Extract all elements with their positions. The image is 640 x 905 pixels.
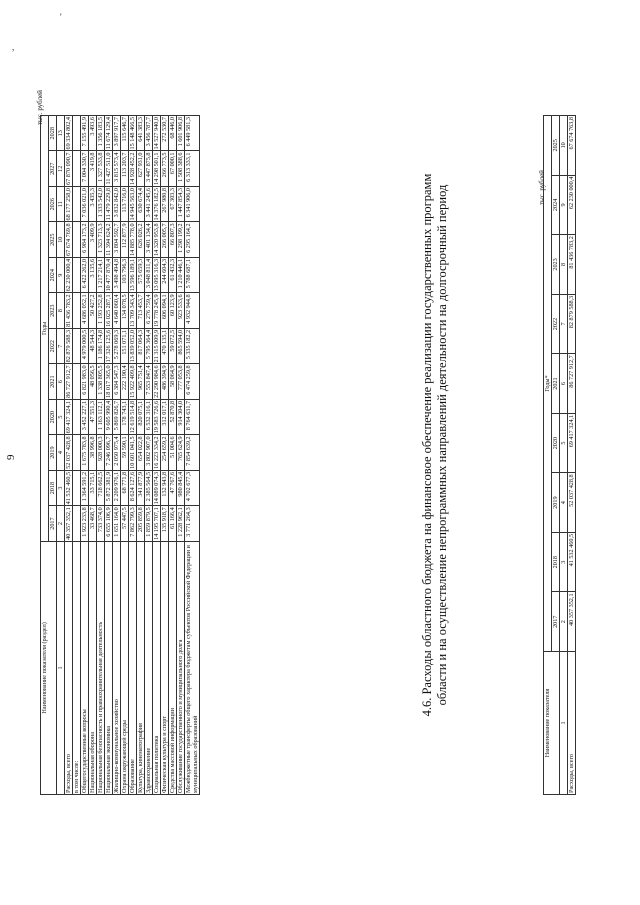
value-cell: 4 702 677,3 (185, 470, 200, 505)
value-cell: 151 071,1 (121, 328, 129, 363)
value-cell: 3 832 842,0 (113, 186, 121, 221)
value-cell: 6 384 547,3 (113, 364, 121, 399)
value-cell: 16 025 287,1 (105, 294, 112, 327)
value-cell: 59 072,5 (169, 328, 177, 363)
value-cell: 765 624,9 (177, 435, 185, 470)
value-cell: 11 479 229,8 (105, 187, 112, 221)
value-cell: 6 313 333,1 (185, 151, 200, 186)
value-cell: 6 532 316,1 (145, 399, 153, 434)
value-cell: 1 364 591,2 (81, 470, 89, 505)
value-cell: 60 123,9 (169, 293, 177, 328)
row-label: Жилищно-коммунальное хозяйство (113, 541, 121, 794)
value-cell: 6 821 983,0 (81, 364, 89, 399)
value-cell: 13 596 189,1 (129, 258, 136, 292)
value-cell: 923 533,6 (177, 293, 185, 328)
value-cell: 6 449 581,3 (185, 116, 200, 151)
value-cell: 6 295 164,2 (185, 222, 200, 257)
year-header: 2019 (552, 473, 560, 533)
column-number: 4 (560, 473, 568, 533)
value-cell: 61 166,4 (169, 506, 177, 541)
value-cell: 16 223 334,2 (153, 436, 160, 469)
column-number: 8 (57, 293, 65, 328)
row-label: Расходы, всего (65, 541, 73, 794)
column-number: 3 (57, 470, 65, 505)
value-cell: 66 807,3 (169, 222, 177, 257)
column-number: 9 (57, 257, 65, 292)
value-cell: 50 427,2 (89, 293, 97, 328)
value-cell: 267 980,8 (161, 186, 169, 221)
year-header: 2024 (49, 257, 57, 292)
column-number: 2 (560, 592, 568, 652)
value-cell: 2 209 976,1 (113, 470, 121, 505)
value-cell: 1 651 164,0 (113, 506, 121, 541)
value-cell: 113 716,0 (121, 186, 129, 221)
value-cell: 14 885 778,0 (129, 223, 136, 256)
value-cell: 14 320 953,8 (153, 223, 160, 256)
value-cell: 69 417 324,1 (65, 400, 72, 434)
row-label: Образование (129, 541, 137, 794)
value-cell: 777 053,8 (177, 364, 185, 399)
value-cell: 51 004,6 (169, 435, 177, 470)
value-cell: 22 290 984,6 (153, 365, 160, 398)
value-cell: 8 764 631,7 (185, 399, 200, 434)
table-row (145, 116, 153, 795)
page-number: 9 (5, 454, 17, 460)
value-cell: 4 979 000,5 (81, 328, 89, 363)
value-cell: 865 594,0 (177, 328, 185, 363)
value-cell: 3 452 227,1 (81, 399, 89, 434)
year-header: 2024 (552, 175, 560, 235)
value-cell: 1 186 174,8 (97, 328, 105, 363)
value-cell: 11 394 624,2 (105, 223, 112, 256)
value-cell: 14 527 940,0 (153, 117, 160, 150)
column-number: 11 (57, 186, 65, 221)
value-cell: 69 334 802,4 (65, 117, 72, 150)
value-cell (73, 364, 81, 399)
year-header: 2025 (49, 222, 57, 257)
table-row (153, 116, 161, 795)
value-cell: 630 674,4 (137, 186, 145, 221)
column-number: 8 (560, 235, 568, 295)
value-cell: 3 815 573,4 (113, 151, 121, 186)
table-row (129, 116, 137, 795)
value-cell: 113 203,7 (121, 151, 129, 186)
value-cell (73, 116, 81, 151)
value-cell: 3 409,9 (89, 222, 97, 257)
value-cell: 6 422 262,0 (81, 257, 89, 292)
value-cell: 7 862 799,3 (129, 506, 137, 541)
value-cell: 1 675 783,8 (81, 435, 89, 470)
year-header: 2020 (49, 399, 57, 434)
value-cell: 115 646,7 (121, 116, 129, 151)
value-cell: 3 498 494,8 (113, 257, 121, 292)
year-header: 2022 (552, 294, 560, 354)
value-cell: 627 931,0 (137, 151, 145, 186)
column-number: 5 (57, 399, 65, 434)
value-cell: 575 659,3 (137, 257, 145, 292)
value-cell: 17 326 125,6 (105, 329, 112, 363)
table1-header-left: Наименование показателя (раздел) (41, 541, 57, 794)
value-cell: 3 441 245,6 (145, 186, 153, 221)
row-label: Охрана окружающей среды (121, 541, 129, 794)
value-cell (73, 151, 81, 186)
value-cell: 5 795 364,4 (145, 328, 153, 363)
value-cell: 5 872 381,9 (105, 470, 113, 505)
value-cell: 38 996,8 (89, 435, 97, 470)
value-cell: 67 674 763,8 (568, 116, 576, 176)
value-cell: 41 532 460,5 (568, 532, 576, 592)
table-row (169, 116, 177, 795)
value-cell: 820 075,1 (137, 399, 145, 434)
row-label: Социальная политика (153, 541, 161, 794)
table-row (81, 116, 89, 795)
value-cell: 67 870 090,7 (65, 152, 72, 185)
value-cell: 33 468,7 (89, 506, 97, 541)
table-row (97, 116, 105, 795)
value-cell: 10 477 870,4 (105, 258, 112, 292)
value-cell: 19 778 245,9 (153, 294, 160, 327)
value-cell: 52 870,8 (169, 399, 177, 434)
year-header: 2022 (49, 328, 57, 363)
column-number: 6 (57, 364, 65, 399)
value-cell: 718 662,5 (97, 470, 105, 505)
column-number: 13 (57, 116, 65, 151)
value-cell: 14 298 501,1 (153, 152, 160, 185)
value-cell: 132 943,8 (161, 470, 169, 505)
year-header: 2018 (552, 532, 560, 592)
value-cell: 15 922 409,8 (129, 365, 136, 398)
value-cell: 61 432,3 (169, 257, 177, 292)
value-cell: 3 493,6 (89, 116, 97, 151)
value-cell: 47 551,3 (89, 399, 97, 434)
value-cell: 67 000,1 (169, 151, 177, 186)
year-header: 2023 (49, 293, 57, 328)
value-cell: 7 004 330,7 (81, 151, 89, 186)
value-cell: 82 879 588,3 (65, 329, 72, 363)
value-cell: 312 017,1 (161, 399, 169, 434)
value-cell: 5 278 069,3 (113, 328, 121, 363)
value-cell: 81 436 783,2 (65, 294, 72, 327)
value-cell: 1 859 879,5 (145, 506, 153, 541)
value-cell: 112 877,9 (121, 222, 129, 257)
expenses-by-section-table (40, 115, 200, 795)
value-cell (73, 435, 81, 470)
value-cell: 67 303,3 (169, 186, 177, 221)
value-cell: 59 590,1 (121, 435, 129, 470)
value-cell: 11 427 511,0 (105, 152, 112, 185)
value-cell: 980 845,4 (177, 470, 185, 505)
column-number: 12 (57, 151, 65, 186)
value-cell: 6 341 906,0 (185, 186, 200, 221)
value-cell (73, 399, 81, 434)
value-cell (73, 506, 81, 541)
row-label: в том числе: (73, 541, 81, 794)
value-cell: 1 217 214,1 (97, 257, 105, 292)
value-cell: 6 655 106,9 (105, 506, 113, 541)
column-number: 5 (560, 413, 568, 473)
value-cell: 5 869 826,7 (113, 399, 121, 434)
column-number: 4 (57, 435, 65, 470)
section-heading: 4.6. Расходы областного бюджета на финансовое обеспечение реализации государственных программ области и на осуществление непрограммных направлений деятельности на долгосрочный период (420, 173, 449, 717)
row-label: Средства массовой информации (169, 541, 177, 794)
value-cell: 1 323 713,3 (97, 222, 105, 257)
value-cell: 6 474 259,8 (185, 364, 200, 399)
value-cell (73, 186, 81, 221)
value-cell: 1 298 199,2 (177, 222, 185, 257)
table-row (161, 116, 169, 795)
table-row (121, 116, 129, 795)
value-cell: 6 984 173,2 (81, 222, 89, 257)
row-label: Национальная безопасность и правоохранительная деятельность (97, 541, 105, 794)
column-number: 9 (560, 175, 568, 235)
value-cell (73, 257, 81, 292)
year-header: 2018 (49, 470, 57, 505)
value-cell: 52 037 428,8 (65, 436, 72, 469)
value-cell: 68 771,8 (121, 470, 129, 505)
scan-mark: ' (60, 12, 62, 22)
value-cell: 68 177 258,0 (65, 187, 72, 221)
value-cell: 713 453,7 (137, 293, 145, 328)
value-cell: 3 048 811,4 (145, 257, 153, 292)
value-cell: 69 417 324,1 (568, 413, 576, 473)
value-cell: 11 674 129,4 (105, 117, 112, 150)
value-cell: 486 394,9 (161, 364, 169, 399)
value-cell: 62 230 000,4 (65, 258, 72, 292)
row-label: Межбюджетные трансферты общего характера бюджетам субъектов Российской Федерации и муниципальных образований (185, 541, 200, 794)
value-cell: 9 605 990,4 (105, 399, 113, 434)
value-cell: 21 315 009,9 (153, 329, 160, 363)
table2-unit: тыс. рублей (538, 170, 546, 205)
value-cell: 67 674 769,8 (65, 223, 72, 256)
value-cell: 19 583 726,6 (153, 400, 160, 434)
value-cell: 1 447 854,3 (177, 186, 185, 221)
value-cell: 3 447 875,8 (145, 151, 153, 186)
value-cell: 7 155 491,9 (81, 116, 89, 151)
table-row (105, 116, 113, 795)
value-cell: 81 436 783,2 (568, 235, 576, 295)
year-header: 2026 (49, 186, 57, 221)
year-header: 2021 (49, 364, 57, 399)
value-cell: 2 385 564,5 (145, 470, 153, 505)
year-header: 2017 (49, 506, 57, 541)
value-cell: 3 419,8 (89, 151, 97, 186)
column-number: 7 (57, 328, 65, 363)
value-cell: 5 335 182,2 (185, 328, 200, 363)
value-cell: 470 135,1 (161, 328, 169, 363)
value-cell: 1 210 446,1 (177, 257, 185, 292)
table2-header-left: Наименование показателя (544, 652, 560, 795)
value-cell: 15 148 466,5 (129, 117, 136, 150)
scan-mark: , (12, 42, 15, 52)
table-row (185, 116, 200, 795)
value-cell: 13 839 052,0 (129, 329, 136, 363)
column-number: 10 (560, 116, 568, 176)
row-label: Общегосударственные вопросы (81, 541, 89, 794)
value-cell: 626 026,2 (137, 222, 145, 257)
value-cell: 48 544,3 (89, 328, 97, 363)
value-cell: 4 640 060,4 (113, 293, 121, 328)
value-cell: 40 357 352,1 (568, 592, 576, 652)
value-cell: 1 193 252,8 (97, 293, 105, 328)
value-cell: 7 246 096,7 (105, 435, 113, 470)
value-cell: 12 619 514,8 (129, 400, 136, 434)
value-cell: 6 276 759,4 (145, 293, 153, 328)
year-header: 2028 (49, 116, 57, 151)
year-header: 2019 (49, 435, 57, 470)
year-header: 2017 (552, 592, 560, 652)
value-cell: 1 338 805,5 (97, 364, 105, 399)
value-cell: 41 532 460,5 (65, 471, 72, 505)
table-row (137, 116, 145, 795)
row-label: Национальная экономика (105, 541, 113, 794)
value-cell: 3 802 907,0 (145, 435, 153, 470)
table-row (65, 116, 73, 795)
value-cell: 86 727 912,7 (568, 354, 576, 414)
value-cell: 58 064,9 (169, 364, 177, 399)
value-cell: 1 601 906,8 (177, 116, 185, 151)
value-cell: 135 918,7 (161, 506, 169, 541)
value-cell: 13 095 316,3 (153, 258, 160, 292)
year-header: 2023 (552, 235, 560, 295)
value-cell: 1 923 233,8 (81, 506, 89, 541)
row-label: Физическая культура и спорт (161, 541, 169, 794)
value-cell: 341 877,9 (137, 470, 145, 505)
value-cell: 606 094,1 (161, 293, 169, 328)
value-cell: 10 601 041,5 (129, 436, 136, 469)
value-cell: 641 383,3 (137, 116, 145, 151)
value-cell (73, 328, 81, 363)
value-cell: 14 195 707,1 (153, 507, 160, 540)
value-cell (73, 470, 81, 505)
value-cell: 68 446,0 (169, 116, 177, 151)
value-cell: 57 447,5 (121, 506, 129, 541)
value-cell: 272 530,7 (161, 116, 169, 151)
value-cell (73, 293, 81, 328)
row-label: Культура, кинематография (137, 541, 145, 794)
column-number: 1 (560, 652, 568, 795)
value-cell: 7 553 847,4 (145, 364, 153, 399)
year-header: 2027 (49, 151, 57, 186)
value-cell: 1 356 183,5 (97, 116, 105, 151)
value-cell: 33 715,1 (89, 470, 97, 505)
row-label: Здравоохранение (145, 541, 153, 794)
row-label: Обслуживание государственного и муниципального долга (177, 541, 185, 794)
column-number: 1 (57, 541, 65, 794)
value-cell: 134 078,5 (121, 293, 129, 328)
value-cell: 18 017 365,0 (105, 365, 112, 398)
value-cell (73, 222, 81, 257)
value-cell: 965 751,4 (137, 364, 145, 399)
value-cell: 48 056,5 (89, 364, 97, 399)
value-cell: 733 374,0 (97, 506, 105, 541)
table-row (177, 116, 185, 795)
value-cell: 4 932 944,8 (185, 293, 200, 328)
value-cell: 3 456 787,7 (145, 116, 153, 151)
value-cell: 14 928 452,2 (129, 152, 136, 185)
column-number: 10 (57, 222, 65, 257)
value-cell: 205 859,8 (137, 506, 145, 541)
table-row (73, 116, 81, 795)
column-number: 2 (57, 506, 65, 541)
table2-group-header: Годы* (544, 116, 552, 652)
value-cell: 244 604,3 (161, 257, 169, 292)
value-cell: 3 135,6 (89, 257, 97, 292)
value-cell: 14 945 563,0 (129, 187, 136, 221)
value-cell: 1 508 388,6 (177, 151, 185, 186)
value-cell: 1 333 542,0 (97, 186, 105, 221)
value-cell: 8 624 127,6 (129, 470, 137, 505)
value-cell: 13 709 343,4 (129, 294, 136, 327)
value-cell: 266 005,7 (161, 222, 169, 257)
value-cell: 254 659,2 (161, 435, 169, 470)
row-label: Расходы, всего (568, 652, 576, 795)
value-cell: 914 304,0 (177, 399, 185, 434)
value-cell: 178 743,1 (121, 399, 129, 434)
value-cell: 62 230 000,4 (568, 175, 576, 235)
value-cell: 7 036 021,0 (81, 186, 89, 221)
column-number: 3 (560, 532, 568, 592)
value-cell: 222 190,4 (121, 364, 129, 399)
value-cell: 47 767,6 (169, 470, 177, 505)
value-cell: 3 897 917,7 (113, 116, 121, 151)
value-cell: 3 804 592,7 (113, 222, 121, 257)
value-cell: 5 788 687,1 (185, 257, 200, 292)
value-cell: 14 089 074,3 (153, 471, 160, 505)
column-number: 7 (560, 294, 568, 354)
table-row (89, 116, 97, 795)
value-cell: 1 163 112,1 (97, 399, 105, 434)
value-cell: 3 435,3 (89, 186, 97, 221)
column-number: 6 (560, 354, 568, 414)
table1-unit: тыс. рублей (36, 90, 44, 125)
table1-group-header: Годы (41, 116, 49, 542)
value-cell: 1 228 962,1 (177, 506, 185, 541)
row-label: Национальная оборона (89, 541, 97, 794)
table-row (113, 116, 121, 795)
value-cell: 1 327 533,8 (97, 151, 105, 186)
value-cell: 817 064,3 (137, 328, 145, 363)
year-header: 2020 (552, 413, 560, 473)
value-cell: 266 773,5 (161, 151, 169, 186)
year-header: 2025 (552, 116, 560, 176)
expenses-total-table (543, 115, 576, 795)
value-cell: 4 686 052,1 (81, 293, 89, 328)
value-cell: 3 771 264,3 (185, 506, 200, 541)
value-cell: 3 401 134,4 (145, 222, 153, 257)
value-cell: 7 854 639,2 (185, 435, 200, 470)
value-cell: 2 050 975,4 (113, 435, 121, 470)
value-cell: 654 022,8 (137, 435, 145, 470)
value-cell: 928 000,3 (97, 435, 105, 470)
value-cell: 86 727 912,7 (65, 365, 72, 398)
value-cell: 40 357 352,1 (65, 507, 72, 540)
value-cell: 103 796,3 (121, 257, 129, 292)
table-row (568, 116, 576, 795)
value-cell: 82 879 588,3 (568, 294, 576, 354)
value-cell: 52 037 428,8 (568, 473, 576, 533)
value-cell: 14 376 182,5 (153, 187, 160, 221)
year-header: 2021 (552, 354, 560, 414)
